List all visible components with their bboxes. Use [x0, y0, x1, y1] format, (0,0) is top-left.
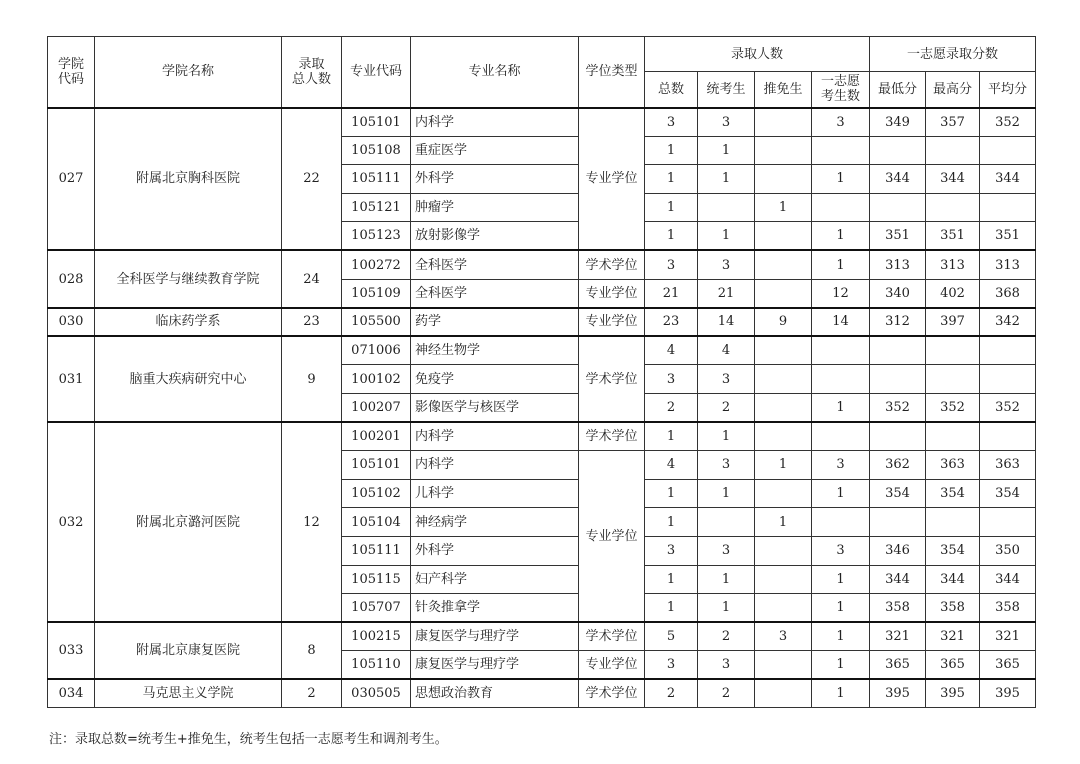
- major-name: 针灸推拿学: [411, 594, 579, 623]
- table-row: [48, 250, 1036, 279]
- header-college-name: 学院名称: [95, 37, 282, 108]
- college-name: 脑重大疾病研究中心: [95, 336, 282, 422]
- score-min: [870, 136, 926, 165]
- major-name: 全科医学: [411, 279, 579, 308]
- table-row: [48, 622, 1036, 651]
- major-code: 105111: [342, 536, 411, 565]
- degree-type: 专业学位: [579, 308, 645, 337]
- admit-recommended: [755, 336, 812, 365]
- major-name: 儿科学: [411, 479, 579, 508]
- header-score-group: 一志愿录取分数: [870, 37, 1036, 72]
- admit-unified: 1: [698, 422, 755, 451]
- major-name: 药学: [411, 308, 579, 337]
- admit-unified: [698, 508, 755, 537]
- score-max: 354: [926, 479, 980, 508]
- table-row: [48, 422, 1036, 451]
- admit-unified: 21: [698, 279, 755, 308]
- score-max: 354: [926, 536, 980, 565]
- admit-unified: 3: [698, 108, 755, 137]
- score-max: 321: [926, 622, 980, 651]
- score-avg: 313: [980, 250, 1036, 279]
- header-score-avg: 平均分: [980, 72, 1036, 108]
- admit-recommended: 1: [755, 508, 812, 537]
- table-header: [48, 37, 1036, 108]
- admit-unified: 2: [698, 393, 755, 422]
- score-min: 365: [870, 651, 926, 680]
- admit-total: 4: [645, 451, 698, 480]
- college-total: 22: [282, 108, 342, 251]
- score-avg: 395: [980, 679, 1036, 708]
- major-code: 100201: [342, 422, 411, 451]
- score-avg: 358: [980, 594, 1036, 623]
- admit-first-choice: [812, 136, 870, 165]
- admit-recommended: [755, 393, 812, 422]
- admit-total: 1: [645, 594, 698, 623]
- admit-total: 3: [645, 651, 698, 680]
- major-name: 康复医学与理疗学: [411, 651, 579, 680]
- admit-recommended: [755, 679, 812, 708]
- admit-total: 21: [645, 279, 698, 308]
- admit-total: 23: [645, 308, 698, 337]
- admit-unified: 1: [698, 594, 755, 623]
- score-max: 395: [926, 679, 980, 708]
- score-max: 351: [926, 222, 980, 251]
- admit-recommended: [755, 479, 812, 508]
- degree-type: 学术学位: [579, 422, 645, 451]
- major-code: 100102: [342, 365, 411, 394]
- major-code: 105102: [342, 479, 411, 508]
- score-min: 349: [870, 108, 926, 137]
- admit-recommended: [755, 651, 812, 680]
- header-admit-first-choice: 一志愿 考生数: [812, 72, 870, 108]
- college-name: 附属北京潞河医院: [95, 422, 282, 622]
- score-min: [870, 508, 926, 537]
- admit-first-choice: 1: [812, 479, 870, 508]
- admit-first-choice: 1: [812, 594, 870, 623]
- major-code: 105121: [342, 193, 411, 222]
- score-min: 340: [870, 279, 926, 308]
- score-min: [870, 193, 926, 222]
- major-code: 105123: [342, 222, 411, 251]
- score-max: 358: [926, 594, 980, 623]
- admit-total: 1: [645, 193, 698, 222]
- college-name: 临床药学系: [95, 308, 282, 337]
- score-min: 313: [870, 250, 926, 279]
- college-code: 034: [48, 679, 95, 708]
- admit-unified: 3: [698, 365, 755, 394]
- header-major-name: 专业名称: [411, 37, 579, 108]
- score-avg: 351: [980, 222, 1036, 251]
- score-min: 312: [870, 308, 926, 337]
- degree-type: 学术学位: [579, 679, 645, 708]
- admit-recommended: [755, 108, 812, 137]
- major-name: 重症医学: [411, 136, 579, 165]
- score-max: [926, 422, 980, 451]
- admit-recommended: [755, 165, 812, 194]
- admit-recommended: 9: [755, 308, 812, 337]
- admit-unified: 4: [698, 336, 755, 365]
- college-code: 033: [48, 622, 95, 679]
- college-name: 附属北京康复医院: [95, 622, 282, 679]
- major-code: 100272: [342, 250, 411, 279]
- admit-unified: 3: [698, 451, 755, 480]
- major-code: 105115: [342, 565, 411, 594]
- admit-first-choice: 3: [812, 536, 870, 565]
- admit-first-choice: [812, 365, 870, 394]
- degree-type: 学术学位: [579, 250, 645, 279]
- header-admit-recommended: 推免生: [755, 72, 812, 108]
- admit-first-choice: [812, 508, 870, 537]
- table-row: [48, 336, 1036, 365]
- score-avg: [980, 508, 1036, 537]
- major-code: 105500: [342, 308, 411, 337]
- header-major-code: 专业代码: [342, 37, 411, 108]
- score-max: 402: [926, 279, 980, 308]
- admit-first-choice: 1: [812, 250, 870, 279]
- college-total: 2: [282, 679, 342, 708]
- major-name: 内科学: [411, 451, 579, 480]
- college-total: 24: [282, 250, 342, 307]
- major-code: 030505: [342, 679, 411, 708]
- admit-total: 1: [645, 508, 698, 537]
- score-min: 352: [870, 393, 926, 422]
- score-min: 346: [870, 536, 926, 565]
- major-name: 神经病学: [411, 508, 579, 537]
- score-min: 395: [870, 679, 926, 708]
- score-min: [870, 422, 926, 451]
- admit-first-choice: 1: [812, 393, 870, 422]
- degree-type: 学术学位: [579, 336, 645, 422]
- footnote: 注：录取总数=统考生+推免生，统考生包括一志愿考生和调剂考生。: [49, 732, 448, 747]
- admit-total: 4: [645, 336, 698, 365]
- college-code: 030: [48, 308, 95, 337]
- score-min: 362: [870, 451, 926, 480]
- score-max: 313: [926, 250, 980, 279]
- score-avg: 354: [980, 479, 1036, 508]
- admit-total: 3: [645, 250, 698, 279]
- degree-type: 专业学位: [579, 451, 645, 623]
- college-total: 12: [282, 422, 342, 622]
- score-max: 352: [926, 393, 980, 422]
- major-code: 100215: [342, 622, 411, 651]
- admit-total: 5: [645, 622, 698, 651]
- score-avg: 344: [980, 565, 1036, 594]
- major-code: 071006: [342, 336, 411, 365]
- college-total: 23: [282, 308, 342, 337]
- score-max: 357: [926, 108, 980, 137]
- admit-recommended: [755, 594, 812, 623]
- score-min: 351: [870, 222, 926, 251]
- major-name: 全科医学: [411, 250, 579, 279]
- score-avg: [980, 422, 1036, 451]
- admit-unified: 3: [698, 250, 755, 279]
- admit-first-choice: [812, 193, 870, 222]
- major-name: 影像医学与核医学: [411, 393, 579, 422]
- admit-recommended: [755, 422, 812, 451]
- college-code: 032: [48, 422, 95, 622]
- score-max: 363: [926, 451, 980, 480]
- admit-recommended: [755, 136, 812, 165]
- admit-unified: 1: [698, 565, 755, 594]
- score-avg: [980, 336, 1036, 365]
- score-avg: [980, 193, 1036, 222]
- admit-first-choice: 3: [812, 451, 870, 480]
- admit-unified: 1: [698, 165, 755, 194]
- major-name: 妇产科学: [411, 565, 579, 594]
- admit-total: 2: [645, 393, 698, 422]
- admit-unified: 2: [698, 622, 755, 651]
- major-code: 105104: [342, 508, 411, 537]
- admit-unified: 1: [698, 136, 755, 165]
- major-code: 105101: [342, 108, 411, 137]
- score-max: 397: [926, 308, 980, 337]
- admit-first-choice: [812, 422, 870, 451]
- score-max: 365: [926, 651, 980, 680]
- degree-type: 专业学位: [579, 108, 645, 251]
- table-row: [48, 108, 1036, 137]
- degree-type: 专业学位: [579, 279, 645, 308]
- major-code: 105707: [342, 594, 411, 623]
- major-code: 100207: [342, 393, 411, 422]
- major-name: 免疫学: [411, 365, 579, 394]
- header-score-min: 最低分: [870, 72, 926, 108]
- score-avg: 352: [980, 393, 1036, 422]
- admit-recommended: [755, 565, 812, 594]
- major-name: 内科学: [411, 422, 579, 451]
- major-name: 外科学: [411, 165, 579, 194]
- major-code: 105110: [342, 651, 411, 680]
- admit-recommended: [755, 222, 812, 251]
- table-row: [48, 679, 1036, 708]
- admit-first-choice: 3: [812, 108, 870, 137]
- major-code: 105111: [342, 165, 411, 194]
- major-name: 康复医学与理疗学: [411, 622, 579, 651]
- degree-type: 学术学位: [579, 622, 645, 651]
- score-avg: 342: [980, 308, 1036, 337]
- admit-recommended: 1: [755, 451, 812, 480]
- major-code: 105101: [342, 451, 411, 480]
- admit-total: 1: [645, 165, 698, 194]
- major-name: 肿瘤学: [411, 193, 579, 222]
- score-avg: 365: [980, 651, 1036, 680]
- score-max: [926, 136, 980, 165]
- admit-recommended: 3: [755, 622, 812, 651]
- score-avg: 368: [980, 279, 1036, 308]
- admit-total: 3: [645, 365, 698, 394]
- admit-total: 1: [645, 136, 698, 165]
- admit-total: 3: [645, 536, 698, 565]
- major-name: 放射影像学: [411, 222, 579, 251]
- header-admit-group: 录取人数: [645, 37, 870, 72]
- major-code: 105108: [342, 136, 411, 165]
- major-name: 思想政治教育: [411, 679, 579, 708]
- score-max: 344: [926, 165, 980, 194]
- admit-first-choice: 1: [812, 622, 870, 651]
- admit-total: 3: [645, 108, 698, 137]
- admit-total: 2: [645, 679, 698, 708]
- college-name: 全科医学与继续教育学院: [95, 250, 282, 307]
- score-avg: 363: [980, 451, 1036, 480]
- score-min: 358: [870, 594, 926, 623]
- admit-total: 1: [645, 565, 698, 594]
- major-code: 105109: [342, 279, 411, 308]
- college-total: 8: [282, 622, 342, 679]
- admission-table: [47, 36, 1036, 708]
- admit-recommended: [755, 250, 812, 279]
- header-college-code: 学院 代码: [48, 37, 95, 108]
- admit-recommended: [755, 536, 812, 565]
- table-body: [48, 108, 1036, 708]
- header-admit-unified: 统考生: [698, 72, 755, 108]
- college-name: 附属北京胸科医院: [95, 108, 282, 251]
- score-max: [926, 193, 980, 222]
- admit-unified: 14: [698, 308, 755, 337]
- admit-unified: 3: [698, 651, 755, 680]
- score-avg: [980, 365, 1036, 394]
- admit-first-choice: 1: [812, 165, 870, 194]
- admit-first-choice: 1: [812, 651, 870, 680]
- admit-first-choice: 12: [812, 279, 870, 308]
- major-name: 神经生物学: [411, 336, 579, 365]
- admit-unified: 3: [698, 536, 755, 565]
- college-code: 028: [48, 250, 95, 307]
- score-max: [926, 365, 980, 394]
- admit-first-choice: [812, 336, 870, 365]
- score-min: 354: [870, 479, 926, 508]
- admit-first-choice: 1: [812, 222, 870, 251]
- admit-recommended: 1: [755, 193, 812, 222]
- college-name: 马克思主义学院: [95, 679, 282, 708]
- admit-recommended: [755, 279, 812, 308]
- college-code: 027: [48, 108, 95, 251]
- admit-first-choice: 14: [812, 308, 870, 337]
- score-min: [870, 365, 926, 394]
- admit-unified: 1: [698, 479, 755, 508]
- admit-unified: 2: [698, 679, 755, 708]
- score-avg: 352: [980, 108, 1036, 137]
- header-admit-total: 总数: [645, 72, 698, 108]
- admit-unified: 1: [698, 222, 755, 251]
- score-avg: 350: [980, 536, 1036, 565]
- score-min: 321: [870, 622, 926, 651]
- score-avg: 321: [980, 622, 1036, 651]
- admit-first-choice: 1: [812, 565, 870, 594]
- table-row: [48, 308, 1036, 337]
- admit-total: 1: [645, 422, 698, 451]
- admit-total: 1: [645, 479, 698, 508]
- major-name: 内科学: [411, 108, 579, 137]
- admit-unified: [698, 193, 755, 222]
- score-avg: [980, 136, 1036, 165]
- header-degree-type: 学位类型: [579, 37, 645, 108]
- admit-first-choice: 1: [812, 679, 870, 708]
- score-min: 344: [870, 565, 926, 594]
- header-score-max: 最高分: [926, 72, 980, 108]
- score-min: 344: [870, 165, 926, 194]
- score-max: 344: [926, 565, 980, 594]
- header-total-count: 录取 总人数: [282, 37, 342, 108]
- college-total: 9: [282, 336, 342, 422]
- score-max: [926, 508, 980, 537]
- college-code: 031: [48, 336, 95, 422]
- admit-total: 1: [645, 222, 698, 251]
- admit-recommended: [755, 365, 812, 394]
- score-avg: 344: [980, 165, 1036, 194]
- score-min: [870, 336, 926, 365]
- degree-type: 专业学位: [579, 651, 645, 680]
- major-name: 外科学: [411, 536, 579, 565]
- score-max: [926, 336, 980, 365]
